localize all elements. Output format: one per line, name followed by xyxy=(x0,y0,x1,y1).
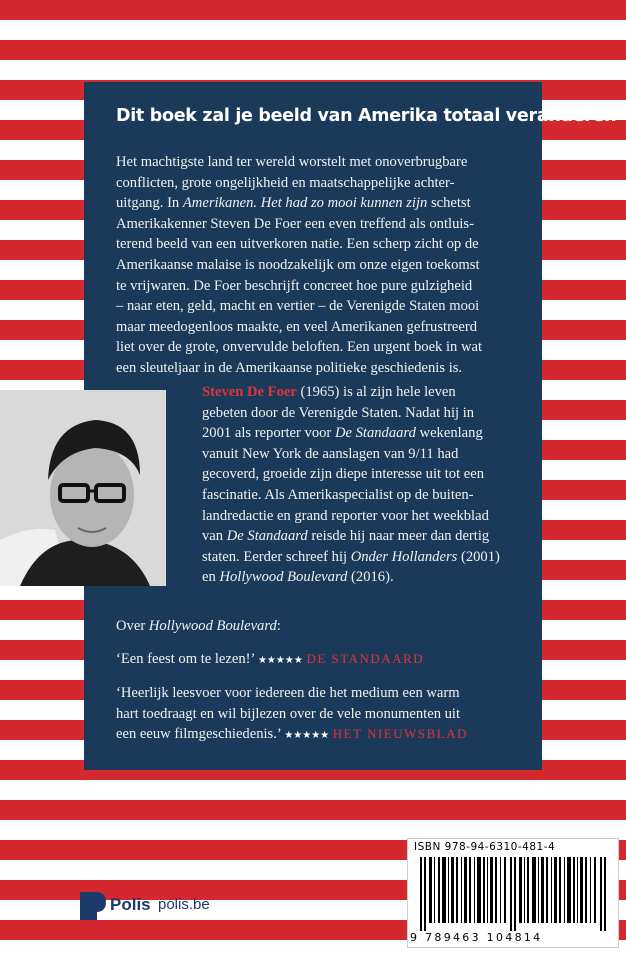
bio-line: van De Standaard reisde hij naar meer dan dertig xyxy=(202,528,490,545)
description-line: Amerikakenner Steven De Foer een even treffend als ontluis- xyxy=(116,215,474,232)
description-line: conflicten, grote ongelijkheid en maatschappelijke achter- xyxy=(116,174,455,191)
author-photo xyxy=(0,390,166,586)
review-quote: ‘Heerlijk leesvoer voor iedereen die het medium een warm hart toedraagt en wil bijlezen over de vele monumenten uit een eeuw filmgeschiedenis.’ ★★★★★ HET NIEUWSBLAD xyxy=(116,685,469,743)
description-line: te vrijwaren. De Foer beschrijft concreet hoe pure gulzigheid xyxy=(116,277,473,294)
review-source: HET NIEUWSBLAD xyxy=(332,726,469,742)
bio-line: fascinatie. Als Amerikaspecialist op de buiten- xyxy=(202,486,474,503)
quotes-intro: Over Hollywood Boulevard: xyxy=(116,618,281,634)
publisher-name: Polis xyxy=(110,895,151,914)
bio-line: staten. Eerder schreef hij Onder Hollanders (2001) xyxy=(202,548,500,565)
author-name: Steven De Foer xyxy=(202,384,297,400)
description-line: Het machtigste land ter wereld worstelt met onoverbrugbare xyxy=(116,154,468,170)
bio-line: gebeten door de Verenigde Staten. Nadat hij in xyxy=(202,404,475,421)
description-line: liet over de grote, onvervulde beloften. Een urgent boek in wat xyxy=(116,339,483,356)
review-quote: ‘Een feest om te lezen!’ ★★★★★ DE STANDAARD xyxy=(116,650,425,667)
description-line: uitgang. In Amerikanen. Het had zo mooi kunnen zijn schetst xyxy=(116,195,471,212)
description-line: maar meedogenloos maakte, en veel Amerikanen gefrustreerd xyxy=(116,318,478,335)
bio-line: vanuit New York de aanslagen van 9/11 had xyxy=(202,445,459,462)
review-source: DE STANDAARD xyxy=(306,650,425,666)
description xyxy=(116,152,522,379)
polis-logo-icon xyxy=(80,890,106,922)
bio-line: gecoverd, groeide zijn diepe interesse uit tot een xyxy=(202,466,485,483)
bio-line: landredactie en grand reporter voor het weekblad xyxy=(202,507,489,524)
headline: Dit boek zal je beeld van Amerika totaal veranderen xyxy=(116,106,617,126)
description-line: Amerikaanse malaise is noodzakelijk om onze eigen toekomst xyxy=(116,256,480,273)
barcode-digits: 9 789463 104814 xyxy=(410,931,543,944)
rating-stars-icon: ★★★★★ xyxy=(257,654,303,666)
barcode-box xyxy=(407,838,619,948)
bio-line: 2001 als reporter voor De Standaard wekenlang xyxy=(202,425,483,442)
description-line: – naar eten, geld, macht en vertier – de Verenigde Staten mooi xyxy=(116,298,480,315)
bio-line: en Hollywood Boulevard (2016). xyxy=(202,569,394,586)
rating-stars-icon: ★★★★★ xyxy=(284,730,330,742)
isbn-label: ISBN 978-94-6310-481-4 xyxy=(414,841,556,853)
description-line: een sleuteljaar in de Amerikaanse politieke geschiedenis is. xyxy=(116,359,463,376)
author-portrait-image xyxy=(0,390,166,586)
author-bio: Steven De Foer (1965) is al zijn hele leven gebeten door de Verenigde Staten. Nadat hij in 2001 als reporter voor De Standaard wekenlang vanuit New York de aanslagen van 9/11 had gecoverd, groeide zijn diepe interesse uit tot een fascinatie. Als Amerikaspecialist op de buiten- landredactie en grand reporter voor het weekblad van De Standaard reisde hij naar meer dan dertig staten. Eerder schreef hij Onder Hollanders (2001) en Hollywood Boulevard (2016). xyxy=(202,382,524,588)
review-quotes xyxy=(116,616,526,747)
barcode-icon xyxy=(420,857,606,931)
description-line: terend beeld van een uitverkoren natie. Een scherp zicht op de xyxy=(116,236,479,253)
book-title: Amerikanen. Het had zo mooi kunnen zijn xyxy=(182,195,428,212)
publisher-url[interactable]: polis.be xyxy=(158,896,210,913)
back-cover-panel xyxy=(84,82,617,770)
